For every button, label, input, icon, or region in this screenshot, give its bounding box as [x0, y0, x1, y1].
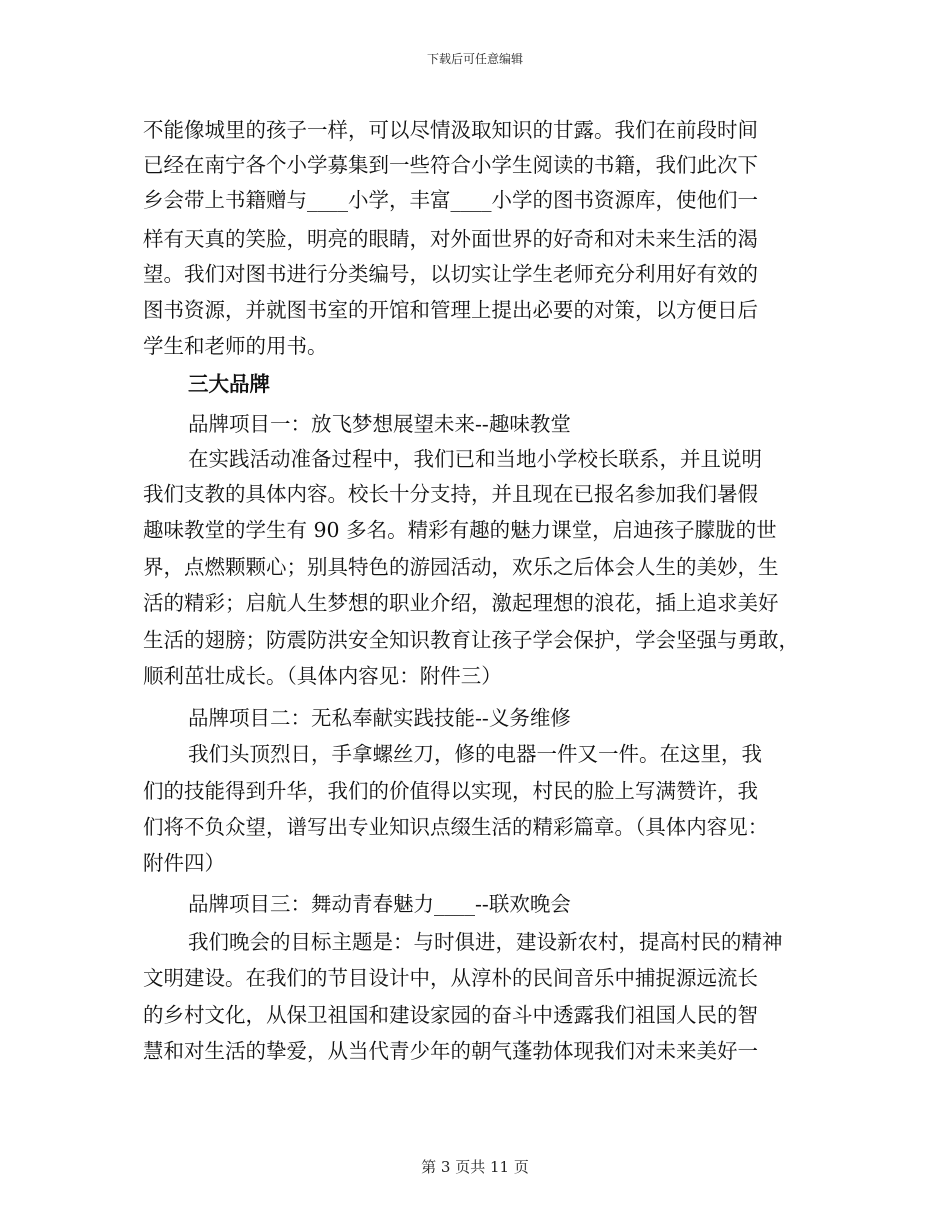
body-line: 样有天真的笑脸，明亮的眼睛，对外面世界的好奇和对未来生活的渴	[143, 227, 758, 251]
body-line: 已经在南宁各个小学募集到一些符合小学生阅读的书籍，我们此次下	[143, 153, 758, 177]
body-line: 文明建设。在我们的节目设计中，从淳朴的民间音乐中捕捉源远流长	[143, 966, 758, 990]
body-line: 们将不负众望，谱写出专业知识点缀生活的精彩篇章。（具体内容见：	[143, 815, 769, 839]
body-line: 我们晚会的目标主题是：与时俱进，建设新农村，提高村民的精神	[188, 930, 783, 954]
body-line: 生活的翅膀；防震防洪安全知识教育让孩子学会保护，学会坚强与勇敢，	[143, 628, 799, 652]
body-line: 附件四）	[143, 851, 225, 875]
project-title: 品牌项目一：放飞梦想展望未来--趣味教堂	[188, 412, 571, 436]
page-header: 下载后可任意编辑	[426, 52, 523, 66]
project-title: 品牌项目二：无私奉献实践技能--义务维修	[188, 706, 571, 730]
body-line: 望。我们对图书进行分类编号，以切实让学生老师充分利用好有效的	[143, 262, 758, 286]
body-line: 我们头顶烈日，手拿螺丝刀，修的电器一件又一件。在这里，我	[188, 742, 762, 766]
body-line: 们的技能得到升华，我们的价值得以实现，村民的脸上写满赞许，我	[143, 779, 758, 803]
section-heading: 三大品牌	[188, 372, 270, 396]
body-line: 慧和对生活的挚爱，从当代青少年的朝气蓬勃体现我们对未来美好一	[143, 1039, 758, 1063]
body-line: 趣味教堂的学生有 90 多名。精彩有趣的魅力课堂，启迪孩子朦胧的世	[143, 518, 777, 542]
body-line: 的乡村文化，从保卫祖国和建设家园的奋斗中透露我们祖国人民的智	[143, 1003, 758, 1027]
project-title: 品牌项目三：舞动青春魅力____--联欢晚会	[188, 892, 571, 916]
body-line: 不能像城里的孩子一样，可以尽情汲取知识的甘露。我们在前段时间	[143, 118, 758, 142]
body-line: 图书资源，并就图书室的开馆和管理上提出必要的对策，以方便日后	[143, 298, 758, 322]
body-line: 在实践活动准备过程中，我们已和当地小学校长联系，并且说明	[188, 447, 762, 471]
body-line: 活的精彩；启航人生梦想的职业介绍，激起理想的浪花，插上追求美好	[143, 591, 779, 615]
body-line: 我们支教的具体内容。校长十分支持，并且现在已报名参加我们暑假	[143, 482, 758, 506]
page-footer: 第 3 页共 11 页	[421, 1158, 529, 1176]
body-line: 界，点燃颗颗心；别具特色的游园活动，欢乐之后体会人生的美妙，生	[143, 555, 779, 579]
body-line: 顺利茁壮成长。（具体内容见：附件三）	[143, 664, 502, 688]
body-line: 乡会带上书籍赠与____小学，丰富____小学的图书资源库，使他们一	[143, 188, 758, 212]
body-line: 学生和老师的用书。	[143, 334, 328, 358]
